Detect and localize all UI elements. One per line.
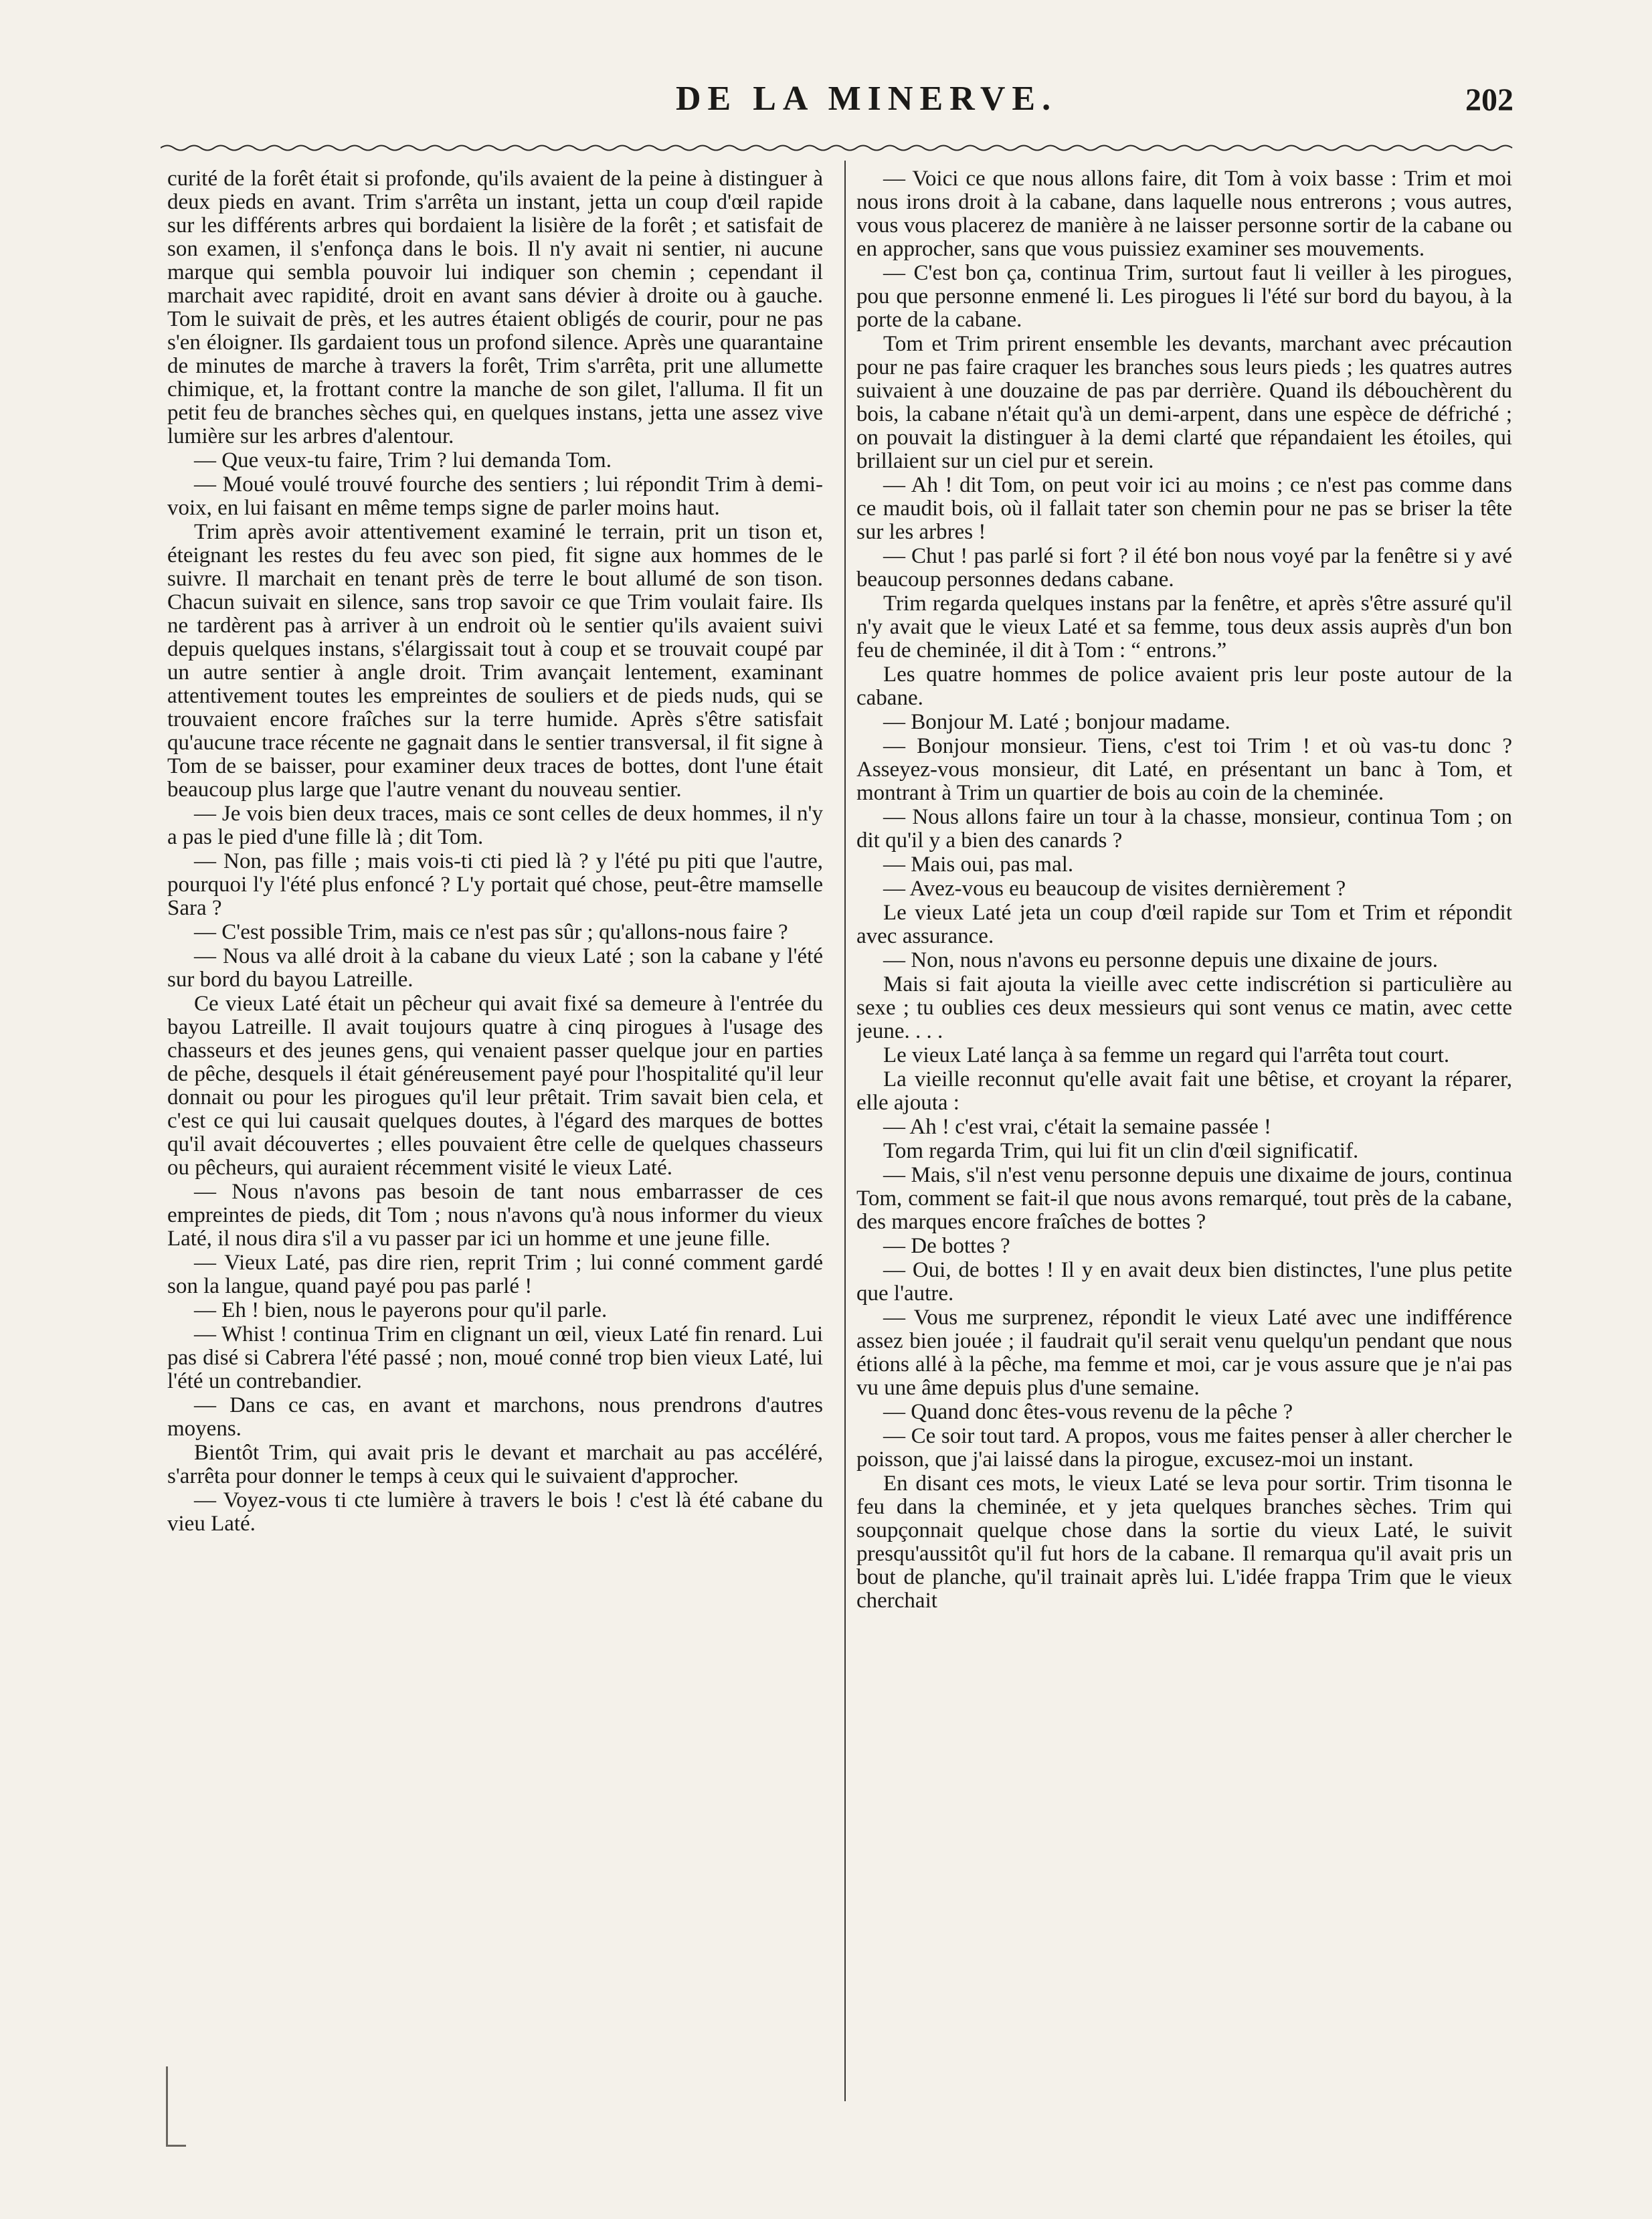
paragraph: — Que veux-tu faire, Trim ? lui demanda Tom.: [194, 448, 612, 472]
paragraph: — Moué voulé trouvé fourche des sentiers ; lui répondit Trim à demi-voix, en lui faisant en même temps signe de parler moins haut.: [167, 472, 823, 520]
paragraph: — Vous me surprenez, répondit le vieux Laté avec une indifférence assez bien jouée ; il faudrait qu'il serait venu quelqu'un pendant que nous étions allé à la pêche, ma femme et moi, car je vous assure que je n'ai pas vu une âme depuis plus d'une semaine.: [856, 1306, 1512, 1400]
paragraph: Ce vieux Laté était un pêcheur qui avait fixé sa demeure à l'entrée du bayou Latreille. Il avait toujours quatre à cinq pirogues à l'usage des chasseurs et des jeunes gens, qui venaient passer quelque jour en parties de pêche, desquels il était généreusement payé pour l'hospitalité qu'il leur donnait ou pour les pirogues qu'il leur prêtait. Trim savait bien cela, et c'est ce qui lui causait quelques doutes, à l'égard des marques de bottes qu'il avait découvertes ; elles pouvaient être celle de quelques chasseurs ou pêcheurs, qui auraient récemment visité le vieux Laté.: [167, 992, 823, 1180]
left-column: [167, 167, 823, 2108]
paragraph: — Bonjour monsieur. Tiens, c'est toi Trim ! et où vas-tu donc ? Asseyez-vous monsieur, dit Laté, en présentant un banc à Tom, et montrant à Trim un quartier de bois au coin de la cheminée.: [856, 734, 1512, 805]
paragraph: La vieille reconnut qu'elle avait fait une bêtise, et croyant la réparer, elle ajouta :: [856, 1067, 1512, 1115]
running-head: [0, 79, 1652, 139]
paragraph: curité de la forêt était si profonde, qu'ils avaient de la peine à distinguer à deux pieds en avant. Trim s'arrêta un instant, jetta un coup d'œil rapide sur les différents arbres qui bordaient la lisière de la forêt ; et satisfait de son examen, il s'enfonça dans le bois. Il n'y avait ni sentier, ni aucune marque qui sembla pouvoir lui indiquer son chemin ; cependant il marchait avec rapidité, droit en avant sans dévier à droite ou à gauche. Tom le suivait de près, et les autres étaient obligés de courir, pour ne pas s'en éloigner. Ils gardaient tous un profond silence. Après une quarantaine de minutes de marche à travers la forêt, Trim s'arrêta, prit une allumette chimique, et, la frottant contre la manche de son gilet, l'alluma. Il fit un petit feu de branches sèches qui, en quelques instans, jetta une assez vive lumière sur les arbres d'alentour.: [167, 167, 823, 448]
paragraph: — Whist ! continua Trim en clignant un œil, vieux Laté fin renard. Lui pas disé si Cabrera l'été passé ; non, moué conné trop bien vieux Laté, lui l'été un contrebandier.: [167, 1322, 823, 1393]
paragraph: — Voici ce que nous allons faire, dit Tom à voix basse : Trim et moi nous irons droit à la cabane, dans laquelle nous entrerons ; vous autres, vous vous placerez de manière à ne laisser personne sortir de la cabane ou en approcher, sans que vous puissiez examiner ses mouvements.: [856, 167, 1512, 261]
paragraph: — Chut ! pas parlé si fort ? il été bon nous voyé par la fenêtre si y avé beaucoup personnes dedans cabane.: [856, 544, 1512, 592]
paragraph: — Mais, s'il n'est venu personne depuis une dixaime de jours, continua Tom, comment se fait-il que nous avons remarqué, tout près de la cabane, des marques encore fraîches de bottes ?: [856, 1163, 1512, 1234]
paragraph: — Oui, de bottes ! Il y en avait deux bien distinctes, l'une plus petite que l'autre.: [856, 1258, 1512, 1306]
paragraph: — De bottes ?: [883, 1234, 1010, 1258]
paragraph: — Ah ! c'est vrai, c'était la semaine passée !: [883, 1115, 1271, 1139]
paragraph: — Dans ce cas, en avant et marchons, nous prendrons d'autres moyens.: [167, 1393, 823, 1441]
paragraph: — Mais oui, pas mal.: [883, 853, 1074, 877]
paragraph: Les quatre hommes de police avaient pris leur poste autour de la cabane.: [856, 662, 1512, 710]
paragraph: — Nous allons faire un tour à la chasse, monsieur, continua Tom ; on dit qu'il y a bien des canards ?: [856, 805, 1512, 853]
paragraph: — Non, pas fille ; mais vois-ti cti pied là ? y l'été pu piti que l'autre, pourquoi l'y l'été plus enfoncé ? L'y portait qué chose, peut-être mamselle Sara ?: [167, 849, 823, 920]
right-column: [856, 167, 1512, 2108]
paragraph: — C'est bon ça, continua Trim, surtout faut li veiller à les pirogues, pou que personne enmené li. Les pirogues li l'été sur bord du bayou, à la porte de la cabane.: [856, 261, 1512, 332]
paragraph: — Je vois bien deux traces, mais ce sont celles de deux hommes, il n'y a pas le pied d'une fille là ; dit Tom.: [167, 802, 823, 849]
paragraph: Tom regarda Trim, qui lui fit un clin d'œil significatif.: [883, 1139, 1359, 1163]
paragraph: — C'est possible Trim, mais ce n'est pas sûr ; qu'allons-nous faire ?: [194, 920, 788, 944]
running-title: DE LA MINERVE.: [676, 80, 1058, 118]
column-divider: [844, 161, 846, 2101]
paragraph: Bientôt Trim, qui avait pris le devant et marchait au pas accéléré, s'arrêta pour donner le temps à ceux qui le suivaient d'approcher.: [167, 1441, 823, 1488]
paragraph: — Ce soir tout tard. A propos, vous me faites penser à aller chercher le poisson, que j'ai laissé dans la pirogue, excusez-moi un instant.: [856, 1424, 1512, 1472]
paragraph: — Ah ! dit Tom, on peut voir ici au moins ; ce n'est pas comme dans ce maudit bois, où il fallait tater son chemin pour ne pas se briser la tête sur les arbres !: [856, 473, 1512, 544]
paragraph: — Quand donc êtes-vous revenu de la pêche ?: [883, 1400, 1293, 1424]
paragraph: Mais si fait ajouta la vieille avec cette indiscrétion si particulière au sexe ; tu oublies ces deux messieurs qui sont venus ce matin, avec cette jeune. . . .: [856, 972, 1512, 1043]
paragraph: Trim regarda quelques instans par la fenêtre, et après s'être assuré qu'il n'y avait que le vieux Laté et sa femme, tous deux assis auprès d'un bon feu de cheminée, il dit à Tom : “ entrons.”: [856, 592, 1512, 662]
paragraph: — Nous n'avons pas besoin de tant nous embarrasser de ces empreintes de pieds, dit Tom ; nous n'avons qu'à nous informer du vieux Laté, il nous dira s'il a vu passer par ici un homme et une jeune fille.: [167, 1180, 823, 1251]
paragraph: Le vieux Laté lança à sa femme un regard qui l'arrêta tout court.: [883, 1043, 1450, 1067]
paragraph: — Voyez-vous ti cte lumière à travers le bois ! c'est là été cabane du vieu Laté.: [167, 1488, 823, 1536]
paragraph: Le vieux Laté jeta un coup d'œil rapide sur Tom et Trim et répondit avec assurance.: [856, 901, 1512, 948]
paragraph: — Nous va allé droit à la cabane du vieux Laté ; son la cabane y l'été sur bord du bayou Latreille.: [167, 944, 823, 992]
paragraph: — Non, nous n'avons eu personne depuis une dixaine de jours.: [883, 948, 1438, 972]
paragraph: — Vieux Laté, pas dire rien, reprit Trim ; lui conné comment gardé son la langue, quand payé pou pas parlé !: [167, 1251, 823, 1298]
page-number: 202: [1465, 82, 1513, 118]
paragraph: Tom et Trim prirent ensemble les devants, marchant avec précaution pour ne pas faire craquer les branches sous leurs pieds ; les quatres autres suivaient à une douzaine de pas par derrière. Quand ils débouchèrent du bois, la cabane n'était qu'à un demi-arpent, dans une espèce de défriché ; on pouvait la distinguer à la demi clarté que répandaient les étoiles, qui brillaient sur un ciel pur et serein.: [856, 332, 1512, 473]
paragraph: — Eh ! bien, nous le payerons pour qu'il parle.: [194, 1298, 608, 1322]
paragraph: En disant ces mots, le vieux Laté se leva pour sortir. Trim tisonna le feu dans la cheminée, et y jeta quelques branches sèches. Trim qui soupçonnait quelque chose dans la sortie du vieux Laté, le suivit presqu'aussitôt qu'il fut hors de la cabane. Il remarqua qu'il avait pris un bout de planche, qu'il trainait après lui. L'idée frappa Trim que le vieux cherchait: [856, 1472, 1512, 1613]
paragraph: Trim après avoir attentivement examiné le terrain, prit un tison et, éteignant les restes du feu avec son pied, fit signe aux hommes de le suivre. Il marchait en tenant près de terre le bout allumé de son tison. Chacun suivait en silence, sans trop savoir ce que Trim voulait faire. Ils ne tardèrent pas à arriver à un endroit où le sentier qu'ils avaient suivi depuis quelques instans, s'élargissait tout à coup et se trouvait coupé par un autre sentier à angle droit. Trim avançait lentement, examinant attentivement toutes les empreintes de souliers et de pieds nuds, qui se trouvaient encore fraîches sur la terre humide. Après s'être satisfait qu'aucune trace récente ne gagnait dans le sentier transversal, il fit signe à Tom de se baisser, pour examiner deux traces de bottes, dont l'une était beaucoup plus large que l'autre venant du nouveau sentier.: [167, 520, 823, 802]
paragraph: — Bonjour M. Laté ; bonjour madame.: [883, 710, 1230, 734]
paragraph: — Avez-vous eu beaucoup de visites dernièrement ?: [883, 877, 1346, 901]
margin-mark: [166, 2066, 177, 2147]
wavy-rule: [161, 142, 1519, 154]
margin-mark-foot: [166, 2145, 186, 2147]
